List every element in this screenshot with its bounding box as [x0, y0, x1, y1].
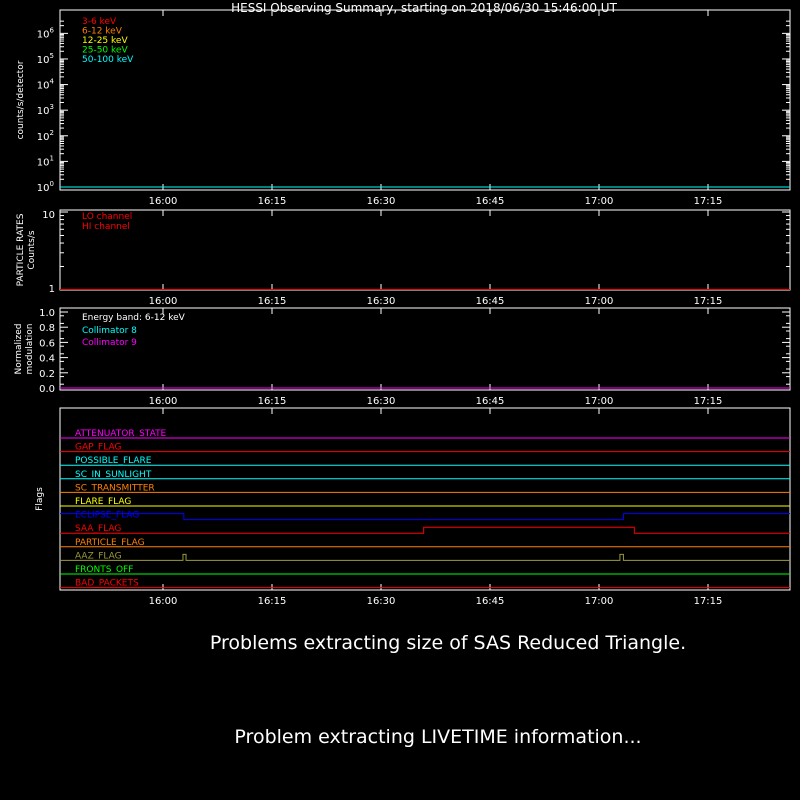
count-rates-axes-frame: [60, 10, 790, 190]
flag-label: BAD_PACKETS: [75, 578, 139, 589]
flag-label: ECLIPSE_FLAG: [75, 510, 140, 521]
modulation-xtick-label: 17:15: [693, 396, 723, 407]
modulation-ytick-label: 0.2: [39, 368, 55, 380]
modulation-xtick-label: 16:00: [148, 396, 178, 407]
count-rates-xtick-label: 17:00: [584, 196, 614, 207]
flag-label: SAA_FLAG: [75, 524, 122, 535]
flag-label: ATTENUATOR_STATE: [75, 429, 167, 439]
flags-xtick-label: 17:15: [693, 596, 723, 607]
modulation-ytick-label: 0.6: [39, 338, 55, 350]
flag-label: SC_TRANSMITTER: [75, 483, 155, 494]
count-rates-xtick-label: 16:15: [257, 196, 287, 207]
modulation-panel: [14, 308, 790, 407]
modulation-xtick-label: 16:45: [475, 396, 505, 407]
particle-rates-panel: [16, 210, 790, 307]
count-rates-xtick-label: 16:45: [475, 196, 505, 207]
count-rates-xtick-label: 16:30: [366, 196, 396, 207]
count-rates-legend-entry: 12-25 keV: [82, 36, 128, 46]
flags-panel: [35, 408, 790, 607]
count-rates-xtick-label: 17:15: [693, 196, 723, 207]
flags-xtick-label: 16:15: [257, 596, 287, 607]
modulation-ytick-label: 0.0: [39, 384, 55, 395]
particle-rates-xtick-label: 17:15: [693, 296, 723, 307]
flags-xtick-label: 16:45: [475, 596, 505, 607]
particle-rates-xtick-label: 16:00: [148, 296, 178, 307]
modulation-legend-entry: Collimator 9: [82, 338, 137, 348]
particle-rates-xtick-label: 16:15: [257, 296, 287, 307]
count-rates-legend-entry: 25-50 keV: [82, 45, 128, 56]
flag-label: FRONTS_OFF: [75, 565, 134, 575]
count-rates-ytick-label: $10^4$: [36, 77, 54, 92]
count-rates-ytick-label: $10^6$: [36, 26, 54, 41]
count-rates-legend-entry: 6-12 keV: [82, 26, 122, 37]
modulation-xtick-label: 16:30: [366, 396, 396, 407]
count-rates-legend-entry: 3-6 keV: [82, 17, 117, 27]
count-rates-xtick-label: 16:00: [148, 196, 178, 207]
particle-rates-xtick-label: 16:45: [475, 296, 505, 307]
flag-label: FLARE_FLAG: [75, 497, 132, 507]
flag-label: PARTICLE_FLAG: [75, 537, 145, 548]
particle-rates-legend-entry: LO channel: [82, 212, 133, 222]
flag-label: AAZ_FLAG: [75, 551, 122, 562]
particle-rates-xtick-label: 16:30: [366, 296, 396, 307]
count-rates-ylabel: counts/s/detector: [16, 60, 26, 140]
count-rates-ytick-label: $10^5$: [36, 51, 54, 66]
count-rates-ytick-label: $10^3$: [36, 103, 54, 118]
flag-line: [60, 554, 790, 560]
modulation-ytick-label: 0.8: [39, 323, 55, 335]
plot-panels: [14, 10, 790, 607]
flags-ylabel: Flags: [35, 487, 45, 511]
modulation-ytick-label: 0.4: [39, 353, 55, 365]
count-rates-ytick-label: $10^2$: [36, 128, 54, 143]
flags-axes-frame: [60, 408, 790, 590]
count-rates-ytick-label: $10^1$: [36, 154, 54, 169]
modulation-ylabel: modulation: [25, 323, 35, 375]
particle-rates-ylabel: PARTICLE RATES: [16, 213, 26, 287]
livetime-message: Problem extracting LIVETIME information...: [234, 726, 642, 748]
modulation-xtick-label: 16:15: [257, 396, 287, 407]
modulation-legend-header: Energy band: 6-12 keV: [82, 313, 185, 323]
flags-xtick-label: 16:30: [366, 596, 396, 607]
particle-rates-axes-frame: [60, 210, 790, 290]
count-rates-legend-entry: 50-100 keV: [82, 55, 134, 65]
particle-rates-ytick-label: 1: [48, 284, 55, 295]
count-rates-panel: [16, 10, 790, 207]
flag-label: POSSIBLE_FLARE: [75, 456, 152, 467]
flag-label: GAP_FLAG: [75, 442, 122, 453]
modulation-ytick-label: 1.0: [39, 308, 55, 319]
flags-xtick-label: 16:00: [148, 596, 178, 607]
figure-title: HESSI Observing Summary, starting on 2018/06/30 15:46:00 UT: [231, 1, 617, 15]
particle-rates-legend-entry: HI channel: [82, 222, 130, 232]
flag-line: [60, 514, 790, 520]
particle-rates-ylabel: Counts/s: [27, 230, 37, 270]
flags-xtick-label: 17:00: [584, 596, 614, 607]
modulation-xtick-label: 17:00: [584, 396, 614, 407]
count-rates-ytick-label: $10^0$: [36, 180, 54, 194]
flag-line: [60, 527, 790, 533]
modulation-ylabel: Normalized: [14, 323, 24, 375]
particle-rates-xtick-label: 17:00: [584, 296, 614, 307]
particle-rates-ytick-label: 10: [42, 210, 55, 221]
sas-triangle-message: Problems extracting size of SAS Reduced Triangle.: [209, 632, 687, 654]
modulation-legend-entry: Collimator 8: [82, 326, 137, 336]
flag-label: SC_IN_SUNLIGHT: [75, 469, 152, 480]
